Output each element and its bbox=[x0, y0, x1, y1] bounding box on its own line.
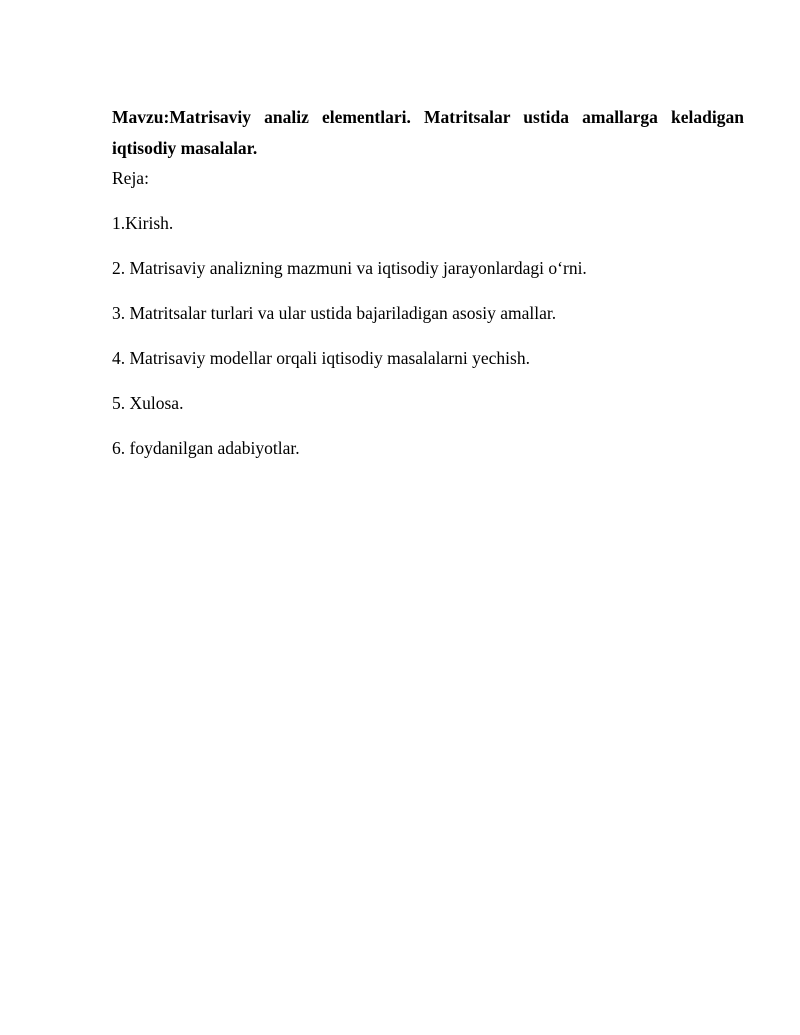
plan-item-references: 6. foydanilgan adabiyotlar. bbox=[112, 438, 300, 458]
plan-item-introduction: 1.Kirish. bbox=[112, 213, 174, 233]
plan-item-matrix-types-operations: 3. Matritsalar turlari va ular ustida bajariladigan asosiy amallar. bbox=[112, 303, 557, 323]
document-body bbox=[112, 102, 744, 460]
plan-label: Reja: bbox=[112, 168, 149, 188]
document-title: Mavzu:Matrisaviy analiz elementlari. Matritsalar ustida amallarga keladigan iqtisodiy masalalar. bbox=[112, 107, 744, 158]
plan-list bbox=[112, 211, 744, 460]
plan-item-matrix-analysis-content: 2. Matrisaviy analizning mazmuni va iqtisodiy jarayonlardagi o‘rni. bbox=[112, 258, 587, 278]
plan-item-matrix-models: 4. Matrisaviy modellar orqali iqtisodiy masalalarni yechish. bbox=[112, 348, 530, 368]
plan-item-conclusion: 5. Xulosa. bbox=[112, 393, 184, 413]
